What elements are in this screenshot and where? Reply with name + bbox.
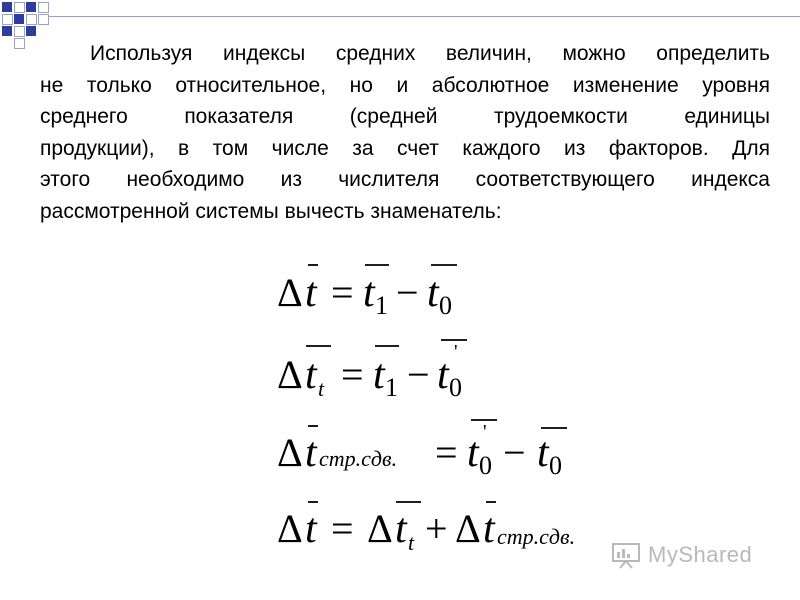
paragraph-line-2: не только относительное, но и абсолютное изменение уровня <box>40 73 770 97</box>
f3-minus: − <box>503 430 526 475</box>
decor-square-6 <box>14 14 24 24</box>
decor-square-12 <box>14 38 25 49</box>
f1-t: t <box>305 270 317 316</box>
paragraph-line-3: среднего показателя (средней трудоемкости единицы <box>40 105 770 128</box>
decor-square-5 <box>2 14 13 25</box>
formula-svg <box>275 252 635 555</box>
f4-eq: = <box>331 506 354 551</box>
f2-minus: − <box>407 352 430 397</box>
decor-square-10 <box>14 26 25 37</box>
f3-sub-0b: 0 <box>549 451 562 480</box>
watermark-text: MyShared <box>648 542 753 567</box>
body-paragraph <box>40 38 770 227</box>
f4-t: t <box>305 506 317 552</box>
decor-square-4 <box>38 2 49 13</box>
f1-sub-0: 0 <box>439 291 452 320</box>
f3-t0: t <box>537 430 549 476</box>
f3-t: t <box>305 430 317 476</box>
formula-2 <box>277 340 467 402</box>
f2-t: t <box>305 352 317 398</box>
f3-sub-0a: 0 <box>479 451 492 480</box>
f1-minus: − <box>396 270 419 315</box>
decor-square-1 <box>2 2 12 12</box>
header-rule <box>49 16 800 17</box>
decor-square-8 <box>38 14 49 25</box>
decor-square-9 <box>2 26 12 36</box>
f1-eq: = <box>331 270 354 315</box>
f3-sub-str: стр.сдв. <box>319 446 398 471</box>
f3-prime: ' <box>483 421 487 443</box>
f2-eq: = <box>341 352 364 397</box>
formula-1 <box>277 265 457 320</box>
f4-delta-2: Δ <box>367 506 393 551</box>
f3-t0p: t <box>467 430 479 476</box>
f1-delta: Δ <box>277 270 303 315</box>
f2-t0: t <box>437 352 449 398</box>
f4-sub-str: стр.сдв. <box>497 524 576 549</box>
formula-3 <box>277 420 567 480</box>
paragraph-line-4: продукции), в том числе за счет каждого из факторов. Для <box>40 136 770 160</box>
f2-delta: Δ <box>277 352 303 397</box>
paragraph-line-1: Используя индексы средних величин, можно определить <box>90 42 770 65</box>
f3-delta: Δ <box>277 430 303 475</box>
paragraph-line-5: этого необходимо из числителя соответствующего индекса <box>40 168 770 191</box>
decor-square-11 <box>26 26 36 36</box>
f4-t2: t <box>395 506 407 552</box>
f1-t0: t <box>427 270 439 316</box>
f2-t1: t <box>373 352 385 398</box>
f2-sub-t: t <box>318 376 325 401</box>
f1-t1: t <box>363 270 375 316</box>
f1-sub-1: 1 <box>375 291 388 320</box>
formula-block <box>275 252 635 555</box>
f4-delta-3: Δ <box>455 506 481 551</box>
f2-sub-0: 0 <box>449 373 462 402</box>
paragraph-line-6: рассмотренной системы вычесть знаменатель: <box>40 199 502 223</box>
f4-delta: Δ <box>277 506 303 551</box>
decor-square-7 <box>26 14 37 25</box>
formula-4 <box>277 502 575 555</box>
watermark <box>610 540 780 570</box>
presentation-icon <box>610 541 642 569</box>
f4-plus: + <box>425 506 448 551</box>
decor-square-2 <box>14 2 25 13</box>
f2-sub-1: 1 <box>385 373 398 402</box>
f4-sub-t: t <box>408 530 415 555</box>
f3-eq: = <box>435 430 458 475</box>
f4-t3: t <box>483 506 495 552</box>
f2-prime: ' <box>454 341 458 363</box>
decor-square-3 <box>26 2 36 12</box>
